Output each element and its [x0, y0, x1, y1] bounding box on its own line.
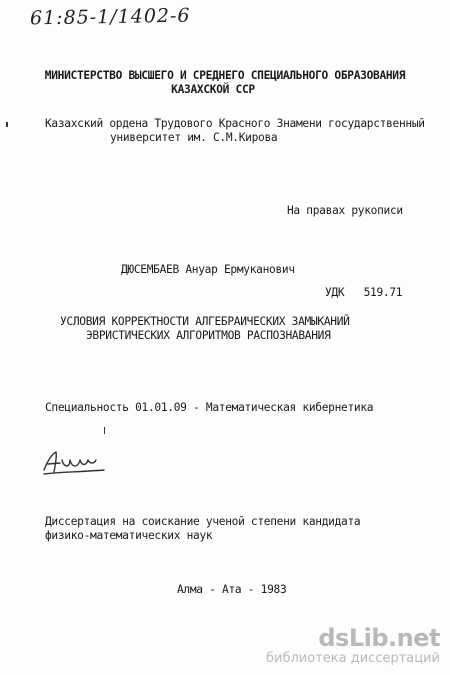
- handwritten-archive-code: 61:85-1/1402-6: [29, 4, 191, 30]
- dissertation-line-2: физико-математических наук: [45, 529, 213, 542]
- ministry-line-2: КАЗАХСКОЙ ССР: [171, 83, 255, 96]
- specialty-line: Специальность 01.01.09 - Математическая кибернетика: [45, 401, 374, 414]
- university-line-1: Казахский ордена Трудового Красного Знамени государственный: [45, 117, 425, 130]
- author-signature: [40, 448, 110, 478]
- dslib-watermark: [266, 625, 440, 667]
- margin-mark: [6, 122, 8, 127]
- watermark-logo: dsLib.net: [318, 624, 440, 652]
- title-line-2: ЭВРИСТИЧЕСКИХ АЛГОРИТМОВ РАСПОЗНАВАНИЯ: [86, 329, 331, 342]
- ministry-line-1: МИНИСТЕРСТВО ВЫСШЕГО И СРЕДНЕГО СПЕЦИАЛЬНОГО ОБРАЗОВАНИЯ: [44, 69, 406, 82]
- title-line-1: УСЛОВИЯ КОРРЕКТНОСТИ АЛГЕБРАИЧЕСКИХ ЗАМЫКАНИЙ: [60, 315, 350, 328]
- udk-label: УДК: [325, 286, 345, 299]
- watermark-subtitle: библиотека диссертаций: [266, 651, 440, 666]
- udk-code: [325, 286, 402, 300]
- university-line-2: университет им. С.М.Кирова: [110, 131, 278, 144]
- margin-mark: [104, 427, 105, 434]
- dissertation-line-1: Диссертация на соискание ученой степени кандидата: [45, 515, 361, 528]
- author-name: ДЮСЕМБАЕВ Ануар Ермуканович: [121, 263, 295, 276]
- udk-number: 519.71: [363, 286, 403, 299]
- rights-reserved-label: На правах рукописи: [287, 204, 403, 217]
- place-and-year: Алма - Ата - 1983: [177, 583, 287, 596]
